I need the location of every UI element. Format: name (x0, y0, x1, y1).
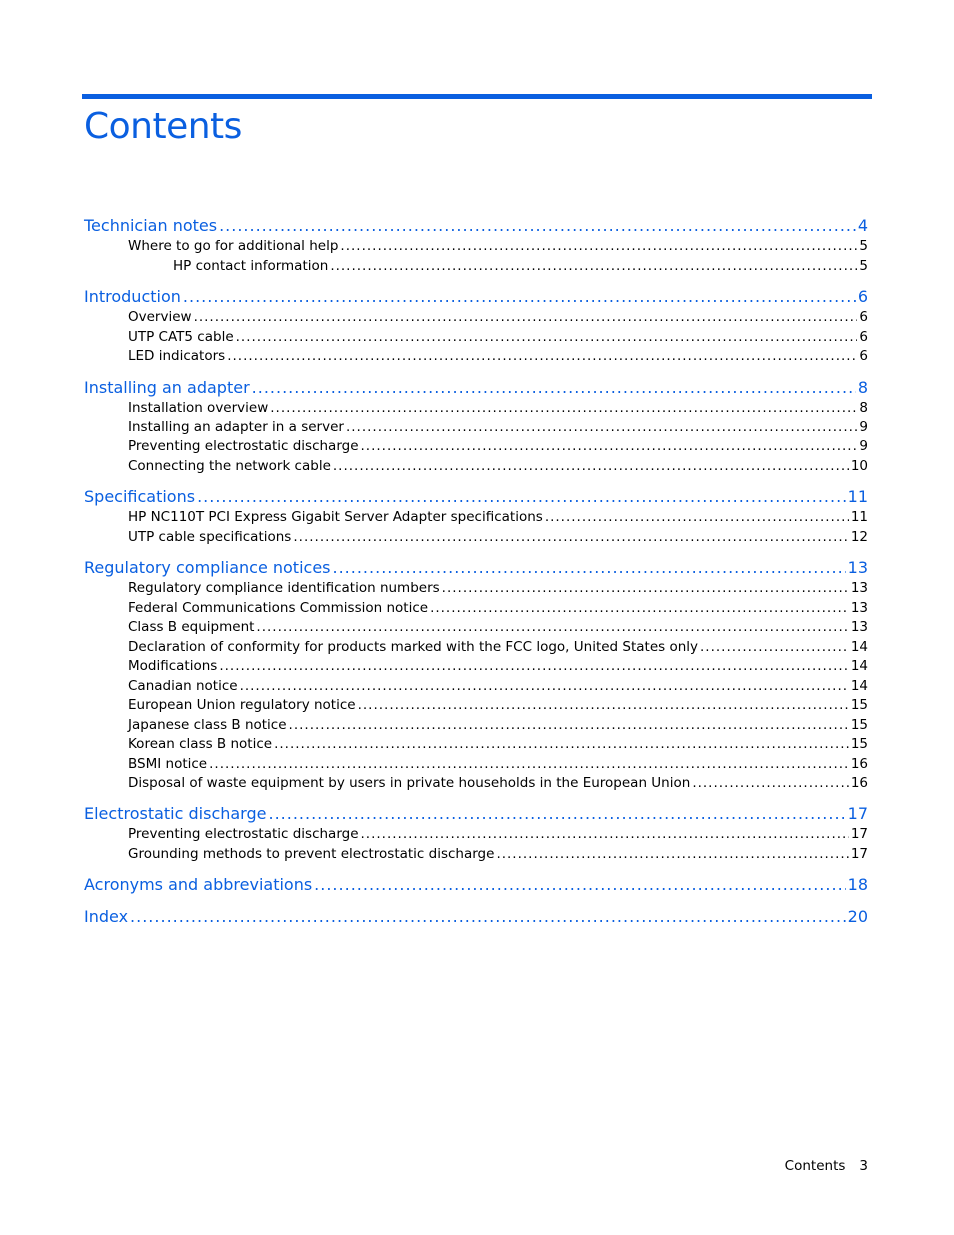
toc-entry-label: Modifications (128, 658, 218, 674)
toc-dot-leader (197, 487, 846, 507)
toc-chapter-link[interactable] (84, 907, 868, 927)
toc-section-link[interactable] (128, 238, 868, 255)
toc-section-link[interactable] (128, 775, 868, 792)
toc-page-number: 13 (847, 558, 868, 577)
toc-entry-label: Preventing electrostatic discharge (128, 826, 359, 842)
toc-section-link[interactable] (128, 329, 868, 346)
toc-section-link[interactable] (128, 580, 868, 597)
toc-section-link[interactable] (128, 309, 868, 326)
toc-section-link[interactable] (128, 697, 868, 714)
toc-dot-leader (219, 658, 848, 675)
toc-dot-leader (330, 258, 857, 275)
toc-page-number: 14 (850, 678, 868, 694)
toc-entry-label: Canadian notice (128, 678, 238, 694)
toc-dot-leader (256, 619, 848, 636)
toc-section-link[interactable] (128, 348, 868, 365)
toc-page-number: 9 (859, 438, 868, 454)
toc-page-number: 4 (857, 216, 868, 235)
toc-dot-leader (270, 400, 857, 417)
toc-entry-label: Declaration of conformity for products marked with the FCC logo, United States only (128, 639, 699, 655)
toc-dot-leader (361, 438, 858, 455)
toc-section-link[interactable] (128, 600, 868, 617)
toc-entry-label: Introduction (84, 287, 181, 306)
toc-chapter-link[interactable] (84, 875, 868, 895)
toc-section-link[interactable] (128, 736, 868, 753)
footer-section: Contents (784, 1158, 846, 1174)
toc-entry-label: European Union regulatory notice (128, 697, 356, 713)
toc-dot-leader (219, 216, 856, 236)
toc-entry-label: Installation overview (128, 400, 269, 416)
toc-section-link[interactable] (128, 639, 868, 656)
toc-entry-label: Acronyms and abbreviations (84, 875, 313, 894)
toc-dot-leader (692, 775, 849, 792)
toc-entry-label: Disposal of waste equipment by users in private households in the European Union (128, 775, 691, 791)
toc-section-link[interactable] (128, 419, 868, 436)
toc-section-link[interactable] (128, 756, 868, 773)
toc-entry-label: Index (84, 907, 129, 926)
toc-dot-leader (268, 804, 845, 824)
toc-entry-label: Federal Communications Commission notice (128, 600, 429, 616)
toc-dot-leader (293, 529, 848, 546)
page-footer (785, 1158, 868, 1175)
toc-entry-label: Installing an adapter in a server (128, 419, 344, 435)
toc-chapter-link[interactable] (84, 216, 868, 236)
toc-page-number: 18 (847, 875, 868, 894)
toc-entry-label: Regulatory compliance identification numbers (128, 580, 440, 596)
toc-section-link[interactable] (128, 509, 868, 526)
toc-dot-leader (545, 509, 849, 526)
toc-page-number: 5 (859, 258, 868, 274)
toc-entry-label: HP NC110T PCI Express Gigabit Server Adapter specifications (128, 509, 543, 525)
toc-page-number: 16 (850, 775, 868, 791)
toc-chapter-link[interactable] (84, 487, 868, 507)
toc-dot-leader (183, 287, 856, 307)
toc-dot-leader (496, 846, 848, 863)
toc-dot-leader (700, 639, 849, 656)
toc-dot-leader (346, 419, 857, 436)
toc-page-number: 6 (857, 287, 868, 306)
toc-entry-label: LED indicators (128, 348, 226, 364)
toc-section-link[interactable] (128, 619, 868, 636)
toc-page-number: 8 (857, 378, 868, 397)
toc-entry-label: Regulatory compliance notices (84, 558, 331, 577)
toc-section-link[interactable] (128, 458, 868, 475)
toc-entry-label: Connecting the network cable (128, 458, 331, 474)
toc-page-number: 17 (847, 804, 868, 823)
toc-page-number: 14 (850, 658, 868, 674)
toc-entry-label: BSMI notice (128, 756, 208, 772)
toc-section-link[interactable] (128, 658, 868, 675)
toc-section-link[interactable] (128, 438, 868, 455)
toc-entry-label: Where to go for additional help (128, 238, 339, 254)
toc-page-number: 17 (850, 846, 868, 862)
toc-entry-label: UTP CAT5 cable (128, 329, 234, 345)
toc-dot-leader (227, 348, 857, 365)
toc-page-number: 15 (850, 717, 868, 733)
toc-entry-label: Korean class B notice (128, 736, 273, 752)
toc-entry-label: Japanese class B notice (128, 717, 287, 733)
toc-page-number: 9 (859, 419, 868, 435)
toc-page-number: 12 (850, 529, 868, 545)
toc-page-number: 20 (847, 907, 868, 926)
toc-page-number: 11 (850, 509, 868, 525)
toc-page-number: 6 (859, 309, 868, 325)
toc-dot-leader (430, 600, 849, 617)
toc-dot-leader (289, 717, 849, 734)
toc-page-number: 15 (850, 736, 868, 752)
toc-page-number: 13 (850, 600, 868, 616)
toc-section-link[interactable] (128, 846, 868, 863)
toc-entry-label: Installing an adapter (84, 378, 250, 397)
toc-dot-leader (340, 238, 857, 255)
toc-dot-leader (358, 697, 849, 714)
toc-section-link[interactable] (128, 826, 868, 843)
toc-page-number: 17 (850, 826, 868, 842)
toc-page-number: 13 (850, 580, 868, 596)
toc-page-number: 8 (859, 400, 868, 416)
toc-chapter-link[interactable] (84, 378, 868, 398)
toc-entry-label: Electrostatic discharge (84, 804, 267, 823)
toc-dot-leader (361, 826, 849, 843)
toc-entry-label: Specifications (84, 487, 196, 506)
toc-entry-label: HP contact information (173, 258, 329, 274)
toc-page-number: 16 (850, 756, 868, 772)
toc-section-link[interactable] (173, 258, 868, 275)
toc-page-number: 6 (859, 348, 868, 364)
toc-page-number: 6 (859, 329, 868, 345)
toc-dot-leader (252, 378, 856, 398)
toc-page-number: 11 (847, 487, 868, 506)
toc-entry-label: Class B equipment (128, 619, 255, 635)
toc-dot-leader (333, 558, 846, 578)
toc-section-link[interactable] (128, 400, 868, 417)
toc-page-number: 14 (850, 639, 868, 655)
toc-chapter-link[interactable] (84, 804, 868, 824)
toc-page-number: 13 (850, 619, 868, 635)
footer-page-number: 3 (859, 1158, 868, 1174)
page-title: Contents (84, 106, 242, 147)
toc-section-link[interactable] (128, 678, 868, 695)
toc-section-link[interactable] (128, 529, 868, 546)
toc-entry-label: Overview (128, 309, 192, 325)
toc-entry-label: Preventing electrostatic discharge (128, 438, 359, 454)
toc-dot-leader (236, 329, 858, 346)
toc-dot-leader (240, 678, 849, 695)
toc-dot-leader (333, 458, 849, 475)
toc-dot-leader (314, 875, 845, 895)
toc-dot-leader (130, 907, 846, 927)
toc-entry-label: Grounding methods to prevent electrostatic discharge (128, 846, 495, 862)
toc-dot-leader (209, 756, 849, 773)
toc-dot-leader (274, 736, 849, 753)
toc-entry-label: Technician notes (84, 216, 218, 235)
toc-page-number: 5 (859, 238, 868, 254)
toc-chapter-link[interactable] (84, 287, 868, 307)
toc-page-number: 15 (850, 697, 868, 713)
toc-dot-leader (442, 580, 849, 597)
toc-dot-leader (194, 309, 858, 326)
toc-entry-label: UTP cable specifications (128, 529, 292, 545)
toc-chapter-link[interactable] (84, 558, 868, 578)
toc-section-link[interactable] (128, 717, 868, 734)
toc-page-number: 10 (850, 458, 868, 474)
